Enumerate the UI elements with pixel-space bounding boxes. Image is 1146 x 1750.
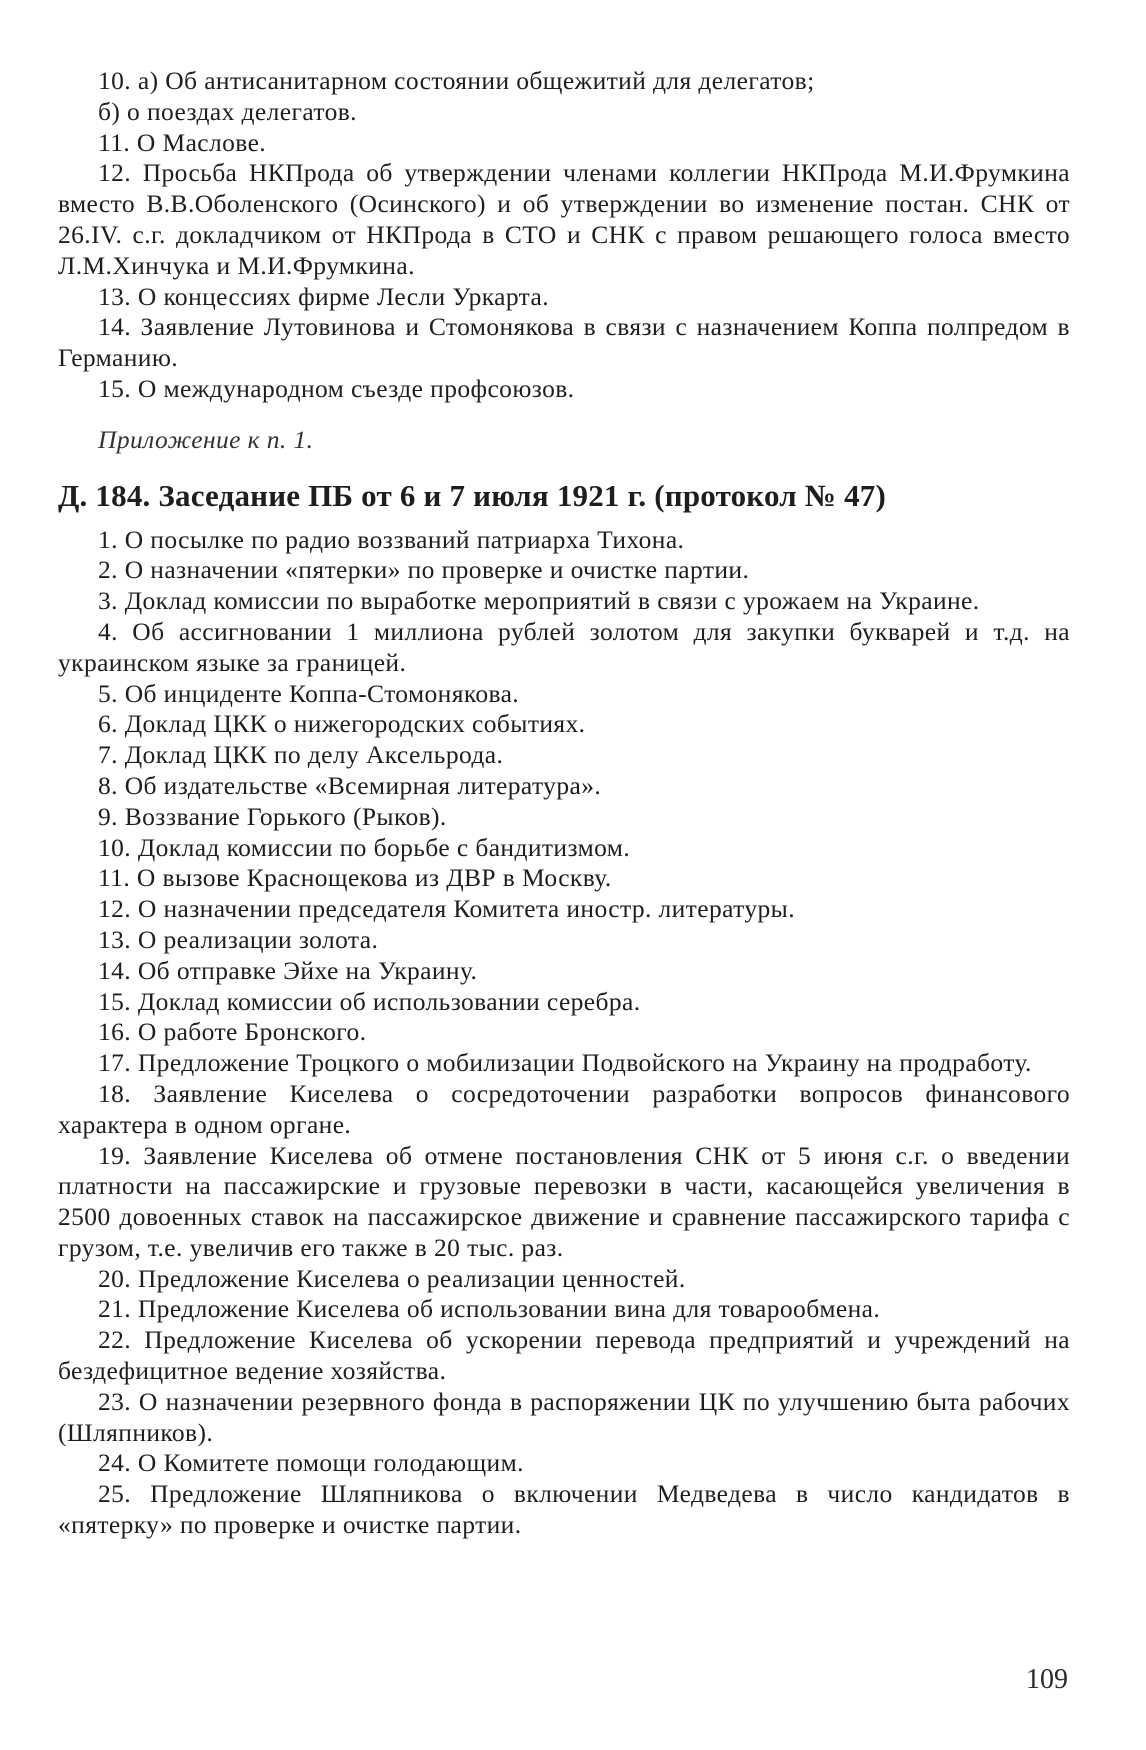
- page-body: [58, 66, 1070, 1541]
- list-item: 19. Заявление Киселева об отмене постановления СНК от 5 июня с.г. о введении платности на пассажирские и грузовые перевозки в части, касающейся увеличения в 2500 довоенных ставок на пассажирское движение и сравнение пассажирского тарифа с грузом, т.е. увеличив его также в 20 тыс. раз.: [58, 1140, 1070, 1262]
- section-heading: Д. 184. Заседание ПБ от 6 и 7 июля 1921 г. (протокол № 47): [58, 477, 886, 513]
- list-item: 9. Воззвание Горького (Рыков).: [98, 801, 447, 831]
- list-item: 20. Предложение Киселева о реализации ценностей.: [98, 1263, 686, 1293]
- list-item: 5. Об инциденте Коппа-Стомонякова.: [98, 678, 520, 708]
- list-item: 1. О посылке по радио воззваний патриарха Тихона.: [98, 524, 685, 554]
- list-item: б) о поездах делегатов.: [98, 96, 357, 126]
- list-item: 10. Доклад комиссии по борьбе с бандитизмом.: [98, 832, 631, 862]
- list-item: 18. Заявление Киселева о сосредоточении разработки вопросов финансового характера в одном органе.: [58, 1078, 1070, 1139]
- list-item: 12. О назначении председателя Комитета иностр. литературы.: [98, 894, 795, 924]
- list-item: 16. О работе Бронского.: [98, 1017, 367, 1047]
- list-item: 24. О Комитете помощи голодающим.: [98, 1448, 524, 1478]
- list-item: 11. О вызове Краснощекова из ДВР в Москву.: [98, 863, 612, 893]
- list-item: 14. Заявление Лутовинова и Стомонякова в связи с назначением Коппа полпредом в Германию.: [58, 312, 1070, 373]
- list-item: 2. О назначении «пятерки» по проверке и очистке партии.: [98, 555, 750, 585]
- list-item: 15. Доклад комиссии об использовании серебра.: [98, 986, 641, 1016]
- list-item: 4. Об ассигновании 1 миллиона рублей золотом для закупки букварей и т.д. на украинском языке за границей.: [58, 616, 1070, 677]
- list-item: 13. О реализации золота.: [98, 924, 379, 954]
- list-item: 12. Просьба НКПрода об утверждении членами коллегии НКПрода М.И.Фрумкина вместо В.В.Оболенского (Осинского) и об утверждении во изменение постан. СНК от 26.IV. с.г. докладчиком от НКПрода в СТО и СНК с правом решающего голоса вместо Л.М.Хинчука и М.И.Фрумкина.: [58, 158, 1070, 280]
- list-item: 6. Доклад ЦКК о нижегородских событиях.: [98, 709, 586, 739]
- list-item: 17. Предложение Троцкого о мобилизации Подвойского на Украину на продработу.: [98, 1048, 1032, 1078]
- list-item: 7. Доклад ЦКК по делу Аксельрода.: [98, 740, 504, 770]
- list-item: 10. а) Об антисанитарном состоянии общежитий для делегатов;: [98, 66, 815, 95]
- list-item: 23. О назначении резервного фонда в распоряжении ЦК по улучшению быта рабочих (Шляпников).: [58, 1386, 1070, 1447]
- list-item: 8. Об издательстве «Всемирная литература».: [98, 770, 602, 800]
- list-item: 11. О Маслове.: [98, 127, 267, 157]
- list-item: 14. Об отправке Эйхе на Украину.: [98, 955, 478, 985]
- list-item: 25. Предложение Шляпникова о включении Медведева в число кандидатов в «пятерку» по проверке и очистке партии.: [58, 1479, 1070, 1540]
- list-item: 13. О концессиях фирме Лесли Уркарта.: [98, 281, 550, 311]
- appendix-note: Приложение к п. 1.: [98, 424, 314, 454]
- list-item: 3. Доклад комиссии по выработке мероприятий в связи с урожаем на Украине.: [98, 586, 980, 616]
- list-item: 22. Предложение Киселева об ускорении перевода предприятий и учреждений на бездефицитное ведение хозяйства.: [58, 1325, 1070, 1386]
- list-item: 21. Предложение Киселева об использовании вина для товарообмена.: [98, 1294, 881, 1324]
- page-number: 109: [1026, 1664, 1068, 1695]
- list-item: 15. О международном съезде профсоюзов.: [98, 373, 575, 403]
